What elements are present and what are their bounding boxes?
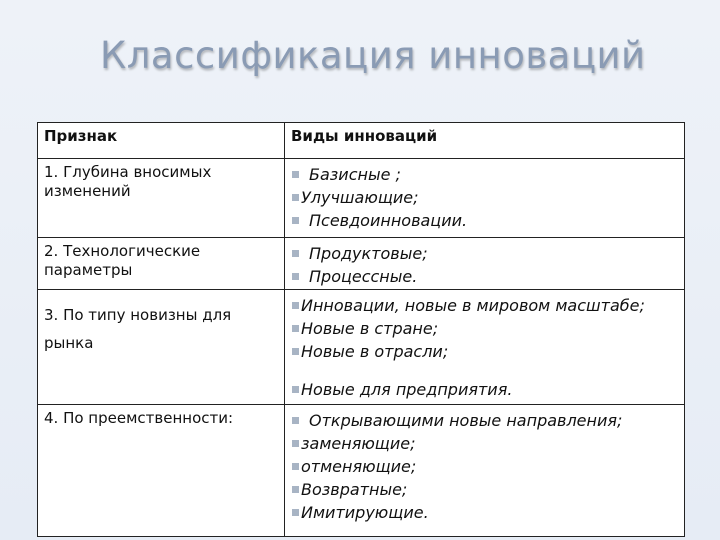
list-item	[292, 186, 683, 209]
list-item	[292, 242, 683, 265]
criterion-cell: 4. По преемственности:	[38, 405, 285, 537]
square-bullet-icon	[292, 486, 299, 493]
table-row	[38, 238, 685, 290]
kinds-list	[286, 406, 683, 524]
list-item	[292, 455, 683, 478]
table-header-row	[38, 123, 685, 159]
list-item	[292, 209, 683, 232]
square-bullet-icon	[292, 171, 299, 178]
innovation-kind: Новые для предприятия.	[301, 380, 513, 399]
list-item	[292, 163, 683, 186]
square-bullet-icon	[292, 509, 299, 516]
criterion-cell	[38, 290, 285, 405]
innovation-kind: Новые в отрасли;	[301, 342, 449, 361]
kinds-cell	[285, 238, 685, 290]
innovation-kind: Псевдоинновации.	[309, 211, 468, 230]
square-bullet-icon	[292, 250, 299, 257]
list-item	[292, 432, 683, 455]
innovation-kind: Имитирующие.	[301, 503, 429, 522]
column-header-kinds: Виды инноваций	[285, 123, 685, 159]
square-bullet-icon	[292, 194, 299, 201]
square-bullet-icon	[292, 463, 299, 470]
classification-table	[37, 122, 685, 537]
column-header-criterion: Признак	[38, 123, 285, 159]
square-bullet-icon	[292, 273, 299, 280]
innovation-kind: заменяющие;	[301, 434, 416, 453]
list-item	[292, 378, 683, 401]
innovation-kind: Базисные ;	[309, 165, 401, 184]
list-item	[292, 478, 683, 501]
criterion-cell: 1. Глубина вносимых изменений	[38, 159, 285, 238]
kinds-list	[286, 160, 683, 232]
innovation-kind: Продуктовые;	[309, 244, 428, 263]
kinds-cell	[285, 159, 685, 238]
table-row	[38, 290, 685, 405]
square-bullet-icon	[292, 302, 299, 309]
criterion-cell: 2. Технологические параметры	[38, 238, 285, 290]
list-item	[292, 265, 683, 288]
square-bullet-icon	[292, 386, 299, 393]
list-spacer	[292, 363, 683, 378]
innovation-kind: Улучшающие;	[301, 188, 419, 207]
criterion-line: 3. По типу новизны для	[44, 306, 232, 324]
table-row	[38, 159, 685, 238]
table-row	[38, 405, 685, 537]
kinds-list	[286, 239, 683, 288]
list-item	[292, 317, 683, 340]
list-item	[292, 501, 683, 524]
list-item	[292, 409, 683, 432]
list-item	[292, 294, 683, 317]
slide-title: Классификация инноваций	[100, 34, 646, 77]
criterion-line: рынка	[44, 334, 94, 352]
innovation-kind: Возвратные;	[301, 480, 408, 499]
innovation-kind: Инновации, новые в мировом масштабе;	[301, 296, 645, 315]
square-bullet-icon	[292, 440, 299, 447]
innovation-kind: Новые в стране;	[301, 319, 439, 338]
innovation-kind: отменяющие;	[301, 457, 417, 476]
square-bullet-icon	[292, 348, 299, 355]
innovation-kind: Открывающими новые направления;	[309, 411, 623, 430]
kinds-cell	[285, 290, 685, 405]
kinds-cell	[285, 405, 685, 537]
kinds-list	[286, 291, 683, 401]
square-bullet-icon	[292, 217, 299, 224]
innovation-kind: Процессные.	[309, 267, 418, 286]
square-bullet-icon	[292, 325, 299, 332]
list-item	[292, 340, 683, 363]
square-bullet-icon	[292, 417, 299, 424]
